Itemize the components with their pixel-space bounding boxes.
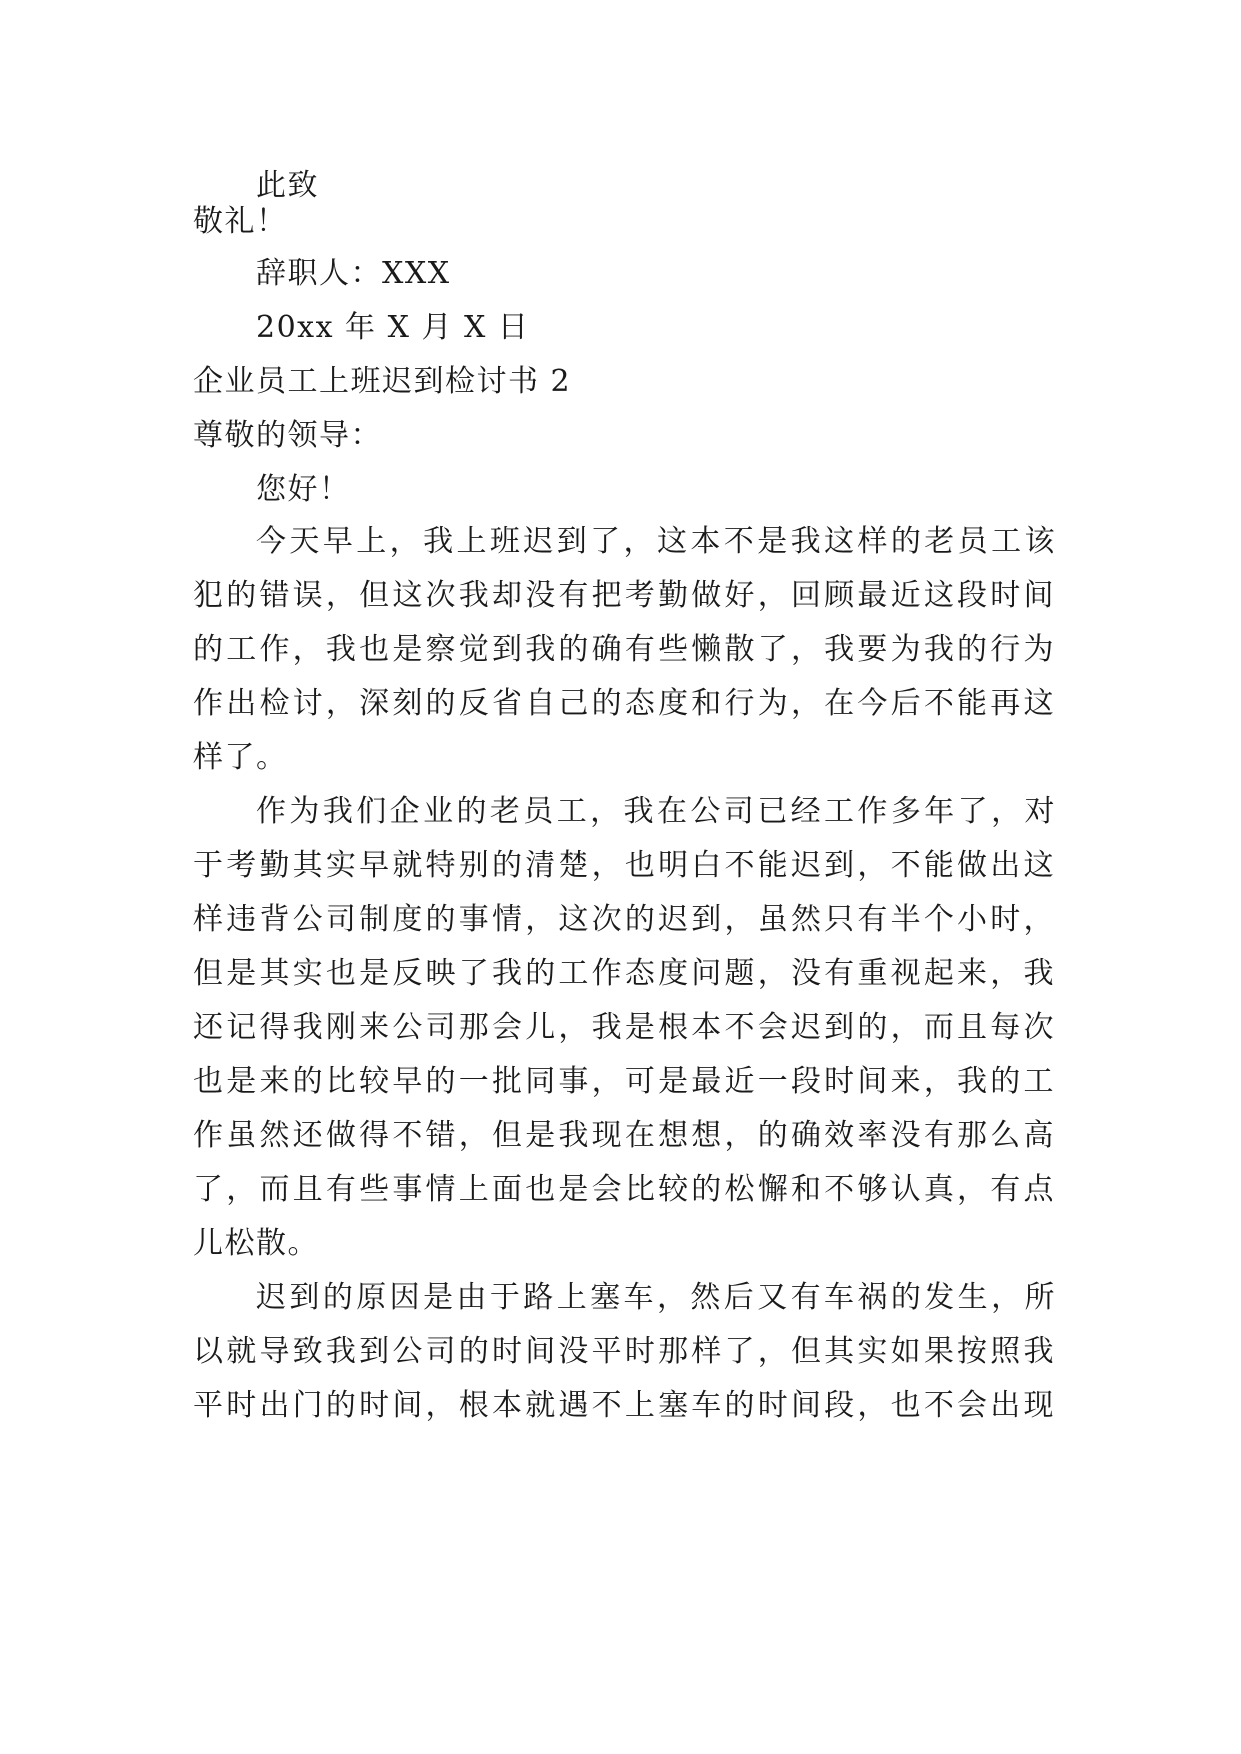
greeting: 您好！: [256, 472, 351, 507]
closing-salutation-2: 敬礼！: [193, 204, 288, 239]
paragraph-line: 的工作，我也是察觉到我的确有些懒散了，我要为我的行为: [193, 632, 1055, 667]
paragraph-line: 迟到的原因是由于路上塞车，然后又有车祸的发生，所: [256, 1280, 1056, 1315]
paragraph-line: 平时出门的时间，根本就遇不上塞车的时间段，也不会出现: [193, 1388, 1055, 1423]
paragraph-line: 还记得我刚来公司那会儿，我是根本不会迟到的，而且每次: [193, 1010, 1055, 1045]
paragraph-line: 但是其实也是反映了我的工作态度问题，没有重视起来，我: [193, 956, 1055, 991]
paragraph-line: 犯的错误，但这次我却没有把考勤做好，回顾最近这段时间: [193, 578, 1055, 613]
paragraph-line: 今天早上，我上班迟到了，这本不是我这样的老员工该: [256, 524, 1056, 559]
closing-salutation-1: 此致: [256, 168, 319, 203]
paragraph-line: 样违背公司制度的事情，这次的迟到，虽然只有半个小时，: [193, 902, 1055, 937]
paragraph-line: 以就导致我到公司的时间没平时那样了，但其实如果按照我: [193, 1334, 1055, 1369]
paragraph-line: 作虽然还做得不错，但是我现在想想，的确效率没有那么高: [193, 1118, 1055, 1153]
paragraph-line: 儿松散。: [193, 1226, 319, 1261]
signer-line: 辞职人：XXX: [256, 256, 451, 291]
paragraph-line: 作出检讨，深刻的反省自己的态度和行为，在今后不能再这: [193, 686, 1055, 721]
paragraph-line: 也是来的比较早的一批同事，可是最近一段时间来，我的工: [193, 1064, 1055, 1099]
paragraph-line: 作为我们企业的老员工，我在公司已经工作多年了，对: [256, 794, 1056, 829]
paragraph-line: 样了。: [193, 740, 288, 775]
paragraph-line: 于考勤其实早就特别的清楚，也明白不能迟到，不能做出这: [193, 848, 1055, 883]
date-line: 20xx 年 X 月 X 日: [256, 310, 530, 345]
letter-title: 企业员工上班迟到检讨书 2: [193, 364, 572, 399]
paragraph-line: 了，而且有些事情上面也是会比较的松懈和不够认真，有点: [193, 1172, 1055, 1207]
addressee: 尊敬的领导：: [193, 418, 382, 453]
